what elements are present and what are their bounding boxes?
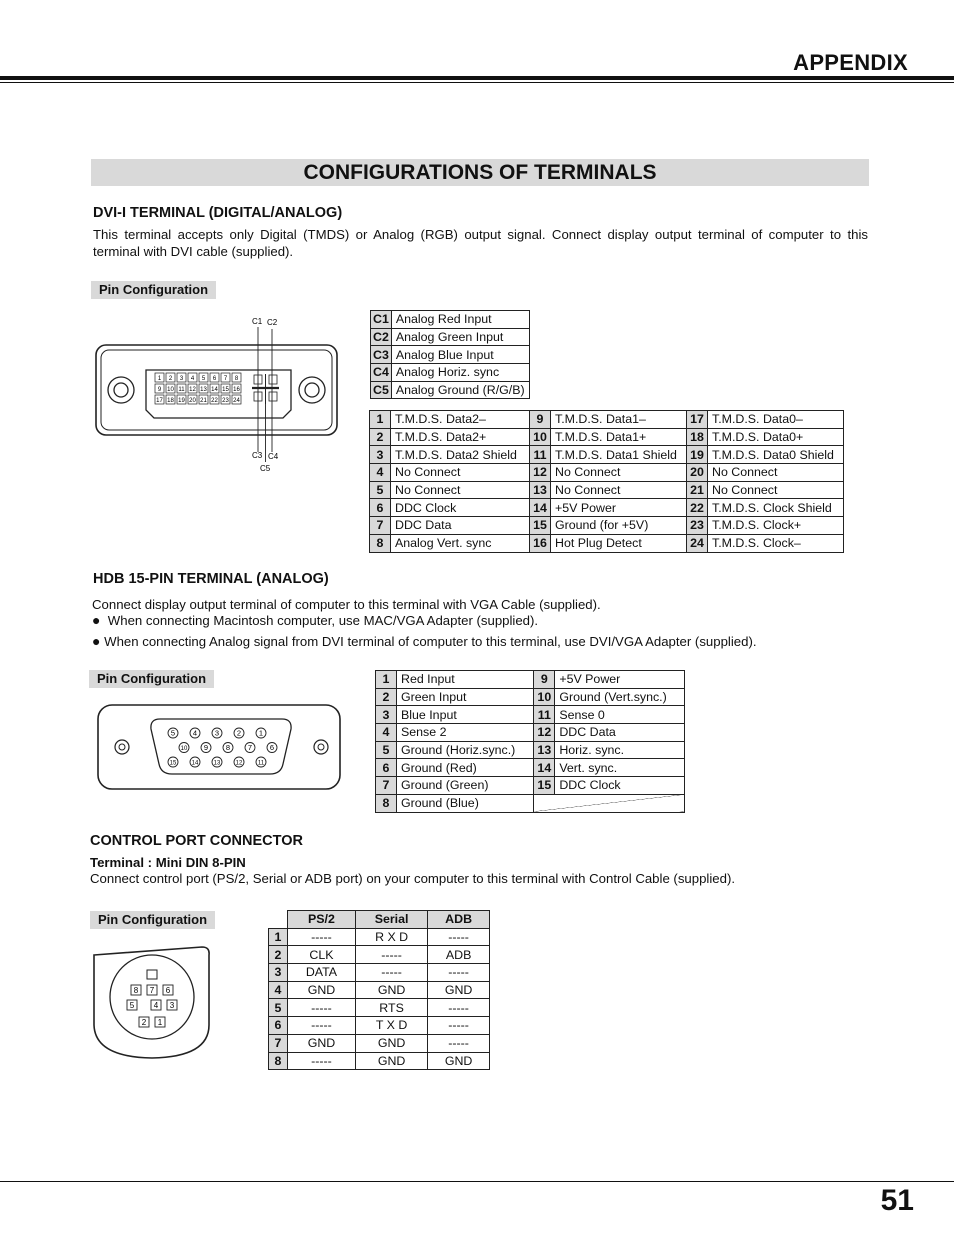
pin-signal: -----	[428, 1017, 490, 1035]
pin-signal: Ground (Green)	[397, 777, 534, 795]
pin-number: C2	[371, 328, 392, 346]
table-row	[376, 724, 685, 742]
dvi-pin-number: 6	[212, 376, 217, 382]
hdb-pin-number: 6	[269, 743, 275, 752]
mini-din-pin-number: 7	[149, 986, 155, 995]
hdb-connector-diagram	[96, 702, 346, 794]
mini-din-pin-number: 8	[133, 986, 139, 995]
pin-signal: Analog Blue Input	[391, 346, 529, 364]
control-pin-config-label: Pin Configuration	[90, 911, 215, 929]
hdb-pin-number: 3	[214, 728, 220, 738]
table-row	[370, 464, 844, 482]
hdb-pin-number: 7	[247, 743, 253, 752]
pin-number: 15	[534, 777, 555, 795]
table-row	[269, 1017, 490, 1035]
pin-signal: Green Input	[397, 688, 534, 706]
col-header-ps2: PS/2	[288, 911, 356, 929]
dvi-pin	[155, 384, 164, 393]
pin-number: 22	[687, 499, 708, 517]
dvi-connector-diagram	[94, 312, 344, 477]
header-rule	[0, 76, 954, 80]
hdb-bullet-2	[92, 633, 757, 650]
dvi-analog-pin-table	[370, 310, 530, 399]
pin-number: 15	[530, 517, 551, 535]
pin-number: 4	[370, 464, 391, 482]
hdb-pin-number: 4	[192, 728, 198, 738]
table-row	[376, 741, 685, 759]
pin-signal: T.M.D.S. Data2–	[391, 411, 530, 429]
hdb-shell-outer	[98, 705, 340, 789]
pin-signal: Blue Input	[397, 706, 534, 724]
table-row	[371, 311, 530, 329]
pin-signal: Hot Plug Detect	[551, 534, 687, 552]
dvi-pin	[210, 384, 219, 393]
table-row	[376, 671, 685, 689]
dvi-pin-number: 15	[222, 387, 229, 393]
pin-signal: Analog Ground (R/G/B)	[391, 381, 529, 399]
pin-signal: Ground (Blue)	[397, 794, 534, 812]
pin-signal: Sense 0	[555, 706, 685, 724]
pin-signal: -----	[355, 946, 427, 964]
page-number: 51	[880, 1184, 914, 1217]
pin-signal: No Connect	[391, 481, 530, 499]
dvi-label-c2: C2	[267, 318, 278, 327]
dvi-label-c4: C4	[268, 452, 279, 461]
pin-number: 24	[687, 534, 708, 552]
dvi-pin	[221, 384, 230, 393]
pin-signal: Red Input	[397, 671, 534, 689]
hdb-pin	[201, 743, 211, 753]
dvi-pin-number: 5	[201, 376, 206, 382]
pin-number: 3	[269, 964, 288, 982]
dvi-pin-number: 14	[211, 387, 218, 393]
pin-signal: Ground (Red)	[397, 759, 534, 777]
dvi-pin	[177, 395, 186, 404]
hdb-pin	[190, 728, 200, 738]
pin-number: 2	[269, 946, 288, 964]
table-row	[371, 381, 530, 399]
pin-signal: GND	[355, 1052, 427, 1070]
pin-number: C4	[371, 364, 392, 382]
pin-number: 11	[534, 706, 555, 724]
dvi-label-c5: C5	[260, 464, 271, 473]
pin-number: 5	[370, 481, 391, 499]
pin-signal: GND	[355, 981, 427, 999]
table-row	[370, 481, 844, 499]
hdb-pin	[256, 757, 266, 767]
mini-din-pin	[163, 985, 173, 995]
dvi-pin-number: 13	[200, 387, 207, 393]
hdb-pin	[245, 743, 255, 753]
pin-signal: Ground (Vert.sync.)	[555, 688, 685, 706]
pin-signal: Vert. sync.	[555, 759, 685, 777]
pin-signal: Horiz. sync.	[555, 741, 685, 759]
mini-din-socket	[110, 955, 194, 1039]
dvi-pin	[166, 395, 175, 404]
mini-din-key	[147, 970, 157, 979]
hdb-pin-number: 11	[257, 760, 265, 767]
table-row	[269, 1034, 490, 1052]
mini-din-pin	[147, 985, 157, 995]
pin-number: 3	[376, 706, 397, 724]
section-header: APPENDIX	[793, 50, 908, 75]
pin-number: C3	[371, 346, 392, 364]
dvi-pin-number: 8	[234, 376, 239, 382]
pin-number: 14	[534, 759, 555, 777]
pin-number: 13	[534, 741, 555, 759]
pin-signal: T.M.D.S. Data2+	[391, 428, 530, 446]
screw-hole-left	[115, 740, 129, 754]
pin-signal: Analog Red Input	[391, 311, 529, 329]
hdb-pin	[256, 728, 266, 738]
pin-number: 6	[376, 759, 397, 777]
dvi-pin-number: 9	[157, 387, 162, 393]
pin-signal: DATA	[288, 964, 356, 982]
pin-number: 5	[269, 999, 288, 1017]
pin-number: 7	[370, 517, 391, 535]
table-row	[376, 777, 685, 795]
dvi-pin-number: 24	[233, 398, 240, 404]
table-row	[371, 346, 530, 364]
table-row	[376, 706, 685, 724]
pin-signal: T.M.D.S. Data2 Shield	[391, 446, 530, 464]
pin-signal: Sense 2	[397, 724, 534, 742]
mini-din-shell	[94, 947, 209, 1058]
mini-din-pin-number: 5	[129, 1001, 135, 1010]
pin-signal: No Connect	[708, 481, 844, 499]
table-row	[269, 964, 490, 982]
dvi-pin	[221, 395, 230, 404]
pin-signal: T.M.D.S. Data1+	[551, 428, 687, 446]
pin-number: 8	[370, 534, 391, 552]
hdb-pin-number: 2	[236, 728, 242, 738]
mini-din-pin	[127, 1000, 137, 1010]
table-row	[370, 446, 844, 464]
pin-signal: Analog Horiz. sync	[391, 364, 529, 382]
dvi-pin	[177, 384, 186, 393]
hdb-pin-number: 15	[169, 760, 177, 767]
control-subheading: Terminal : Mini DIN 8-PIN	[90, 855, 246, 870]
pin-number: 13	[530, 481, 551, 499]
pin-signal: -----	[355, 964, 427, 982]
mini-din-pin-number: 2	[141, 1018, 147, 1027]
dvi-pin-number: 4	[190, 376, 195, 382]
dvi-label-c1: C1	[252, 317, 263, 326]
pin-number: 1	[376, 671, 397, 689]
pin-signal: -----	[428, 1034, 490, 1052]
dvi-pin-number: 7	[223, 376, 228, 382]
dvi-pin	[177, 373, 186, 382]
pin-signal: GND	[355, 1034, 427, 1052]
pin-number: 4	[376, 724, 397, 742]
pin-signal: DDC Data	[555, 724, 685, 742]
hdb-description: Connect display output terminal of computer to this terminal with VGA Cable (supplied).	[92, 597, 601, 612]
pin-signal: T.M.D.S. Data1–	[551, 411, 687, 429]
mini-din-pin-number: 4	[153, 1001, 159, 1010]
pin-signal: CLK	[288, 946, 356, 964]
hdb-pin	[223, 743, 233, 753]
pin-signal: GND	[288, 1034, 356, 1052]
mini-din-pin	[131, 985, 141, 995]
pin-signal: T.M.D.S. Data0 Shield	[708, 446, 844, 464]
mini-din-pin	[139, 1017, 149, 1027]
pin-signal: GND	[428, 981, 490, 999]
hdb-pin	[190, 757, 200, 767]
table-row	[370, 517, 844, 535]
pin-signal: R X D	[355, 928, 427, 946]
dvi-pin	[188, 395, 197, 404]
mini-din-pin-grid	[127, 985, 177, 1027]
pin-number: 17	[687, 411, 708, 429]
hdb-bullet-2-text: When connecting Analog signal from DVI terminal of computer to this terminal, use DVI/VGA Adapter (supplied).	[104, 634, 757, 649]
dvi-pin	[221, 373, 230, 382]
header-rule-thin	[0, 82, 954, 83]
pin-number: 8	[269, 1052, 288, 1070]
pin-number: 4	[269, 981, 288, 999]
hdb-bullet-1	[92, 612, 538, 629]
dvi-pin	[155, 395, 164, 404]
pin-number: 19	[687, 446, 708, 464]
table-row	[269, 928, 490, 946]
pin-signal: -----	[428, 999, 490, 1017]
footer-rule	[0, 1181, 954, 1182]
pin-number: 12	[534, 724, 555, 742]
hdb-pin	[168, 757, 178, 767]
dvi-pin	[188, 373, 197, 382]
pin-signal: -----	[288, 1052, 356, 1070]
pin-signal: T X D	[355, 1017, 427, 1035]
hdb-pin	[234, 728, 244, 738]
dvi-pin	[210, 373, 219, 382]
dvi-pin-number: 11	[178, 387, 185, 393]
hdb-pin	[179, 743, 189, 753]
pin-signal: -----	[288, 1017, 356, 1035]
pin-number: 10	[534, 688, 555, 706]
dvi-pin-number: 18	[167, 398, 174, 404]
table-row	[269, 946, 490, 964]
pin-number: 2	[376, 688, 397, 706]
dvi-pin-number: 19	[178, 398, 185, 404]
pin-signal: DDC Clock	[555, 777, 685, 795]
dvi-pin	[232, 395, 241, 404]
empty-cell	[534, 794, 685, 812]
mini-din-pin-number: 6	[165, 986, 171, 995]
table-corner	[269, 911, 288, 929]
table-row	[371, 328, 530, 346]
dvi-pin	[199, 395, 208, 404]
mini-din-pin-number: 1	[157, 1018, 163, 1027]
pin-signal: GND	[288, 981, 356, 999]
dvi-pin-config-label: Pin Configuration	[91, 281, 216, 299]
pin-number: C5	[371, 381, 392, 399]
mini-din-pin	[155, 1017, 165, 1027]
pin-number: C1	[371, 311, 392, 329]
pin-signal: Analog Green Input	[391, 328, 529, 346]
pin-number: 14	[530, 499, 551, 517]
dvi-analog-pins	[252, 374, 279, 404]
dvi-pin-number: 12	[189, 387, 196, 393]
screw-hole-right	[314, 740, 328, 754]
table-row	[370, 534, 844, 552]
dvi-pin	[232, 373, 241, 382]
table-row	[370, 411, 844, 429]
hdb-pin-number: 5	[170, 728, 176, 738]
pin-number: 16	[530, 534, 551, 552]
control-heading: CONTROL PORT CONNECTOR	[90, 833, 303, 849]
hdb-pin-config-label: Pin Configuration	[89, 670, 214, 688]
control-description: Connect control port (PS/2, Serial or ADB port) on your computer to this terminal with Control Cable (supplied).	[90, 871, 736, 886]
pin-signal: No Connect	[551, 464, 687, 482]
pin-signal: T.M.D.S. Clock+	[708, 517, 844, 535]
pin-signal: No Connect	[391, 464, 530, 482]
dvi-pin	[166, 373, 175, 382]
dvi-pin	[199, 373, 208, 382]
dvi-pin-number: 17	[156, 398, 163, 404]
pin-signal: No Connect	[708, 464, 844, 482]
pin-number: 18	[687, 428, 708, 446]
pin-signal: DDC Data	[391, 517, 530, 535]
pin-signal: Ground (Horiz.sync.)	[397, 741, 534, 759]
pin-signal: GND	[428, 1052, 490, 1070]
pin-signal: No Connect	[551, 481, 687, 499]
mini-din-pin	[151, 1000, 161, 1010]
dvi-pin	[166, 384, 175, 393]
pin-number: 1	[370, 411, 391, 429]
hdb-pin	[234, 757, 244, 767]
pin-number: 6	[370, 499, 391, 517]
pin-number: 2	[370, 428, 391, 446]
pin-number: 7	[269, 1034, 288, 1052]
table-row	[371, 364, 530, 382]
dvi-pin-number: 2	[168, 376, 173, 382]
table-row	[376, 794, 685, 812]
pin-signal: Analog Vert. sync	[391, 534, 530, 552]
pin-number: 21	[687, 481, 708, 499]
pin-signal: T.M.D.S. Data0+	[708, 428, 844, 446]
hdb-pin	[212, 757, 222, 767]
hdb-bullet-1-text: When connecting Macintosh computer, use MAC/VGA Adapter (supplied).	[107, 613, 539, 628]
pin-number: 23	[687, 517, 708, 535]
hdb-heading: HDB 15-PIN TERMINAL (ANALOG)	[93, 571, 329, 587]
hdb-pin-number: 10	[180, 746, 188, 752]
pin-signal: ADB	[428, 946, 490, 964]
page-title: CONFIGURATIONS OF TERMINALS	[91, 159, 869, 186]
dvi-pin	[188, 384, 197, 393]
pin-signal: T.M.D.S. Clock–	[708, 534, 844, 552]
screw-hole-left	[108, 377, 134, 403]
dvi-pin-number: 1	[157, 376, 162, 382]
hdb-pin-number: 13	[213, 760, 221, 767]
table-row	[370, 428, 844, 446]
dvi-heading: DVI-I TERMINAL (DIGITAL/ANALOG)	[93, 205, 343, 221]
table-row	[269, 1052, 490, 1070]
pin-signal: -----	[428, 964, 490, 982]
dvi-pin	[199, 384, 208, 393]
pin-number: 5	[376, 741, 397, 759]
pin-number: 20	[687, 464, 708, 482]
pin-signal: T.M.D.S. Data0–	[708, 411, 844, 429]
table-row	[370, 499, 844, 517]
hdb-pin-number: 9	[203, 743, 209, 752]
hdb-pin-table	[375, 670, 685, 813]
dvi-label-c3: C3	[252, 451, 263, 460]
hdb-pin-number: 12	[235, 760, 243, 767]
table-header-row	[269, 911, 490, 929]
pin-signal: -----	[288, 928, 356, 946]
hdb-pin-number: 1	[258, 728, 264, 738]
hdb-pin	[168, 728, 178, 738]
pin-number: 3	[370, 446, 391, 464]
pin-number: 6	[269, 1017, 288, 1035]
pin-signal: -----	[428, 928, 490, 946]
table-row	[269, 999, 490, 1017]
pin-number: 11	[530, 446, 551, 464]
dvi-pin-number: 20	[189, 398, 196, 404]
mini-din-pin	[167, 1000, 177, 1010]
dvi-pin-number: 10	[167, 387, 174, 393]
hdb-pin-grid	[168, 728, 277, 767]
dvi-pin-number: 16	[233, 387, 240, 393]
table-row	[269, 981, 490, 999]
hdb-pin	[267, 743, 277, 753]
dvi-pin	[210, 395, 219, 404]
control-pin-table	[268, 910, 490, 1070]
hdb-pin	[212, 728, 222, 738]
pin-number: 8	[376, 794, 397, 812]
pin-signal: -----	[288, 999, 356, 1017]
pin-signal: T.M.D.S. Data1 Shield	[551, 446, 687, 464]
table-row	[376, 759, 685, 777]
hdb-pin-number: 14	[191, 760, 199, 767]
pin-number: 7	[376, 777, 397, 795]
dvi-pin-grid	[155, 373, 241, 404]
bullet-icon: ●	[92, 612, 101, 628]
dvi-pin	[155, 373, 164, 382]
mini-din-pin-number: 3	[169, 1001, 175, 1010]
bullet-icon: ●	[92, 633, 101, 649]
pin-number: 9	[530, 411, 551, 429]
dvi-pin-number: 21	[200, 398, 207, 404]
dvi-pin-number: 22	[211, 398, 218, 404]
dvi-pin	[232, 384, 241, 393]
dvi-pin-number: 3	[179, 376, 184, 382]
pin-signal: +5V Power	[551, 499, 687, 517]
mini-din-connector-diagram	[90, 943, 215, 1063]
pin-signal: Ground (for +5V)	[551, 517, 687, 535]
dvi-pin-number: 23	[222, 398, 229, 404]
table-row	[376, 688, 685, 706]
pin-number: 10	[530, 428, 551, 446]
col-header-adb: ADB	[428, 911, 490, 929]
pin-number: 12	[530, 464, 551, 482]
pin-signal: DDC Clock	[391, 499, 530, 517]
hdb-pin-number: 8	[225, 743, 231, 752]
pin-signal: T.M.D.S. Clock Shield	[708, 499, 844, 517]
pin-number: 1	[269, 928, 288, 946]
col-header-serial: Serial	[355, 911, 427, 929]
pin-number: 9	[534, 671, 555, 689]
pin-signal: RTS	[355, 999, 427, 1017]
pin-signal: +5V Power	[555, 671, 685, 689]
dvi-description: This terminal accepts only Digital (TMDS) or Analog (RGB) output signal. Connect display output terminal of computer to this terminal with DVI cable (supplied).	[93, 227, 868, 259]
screw-hole-right	[299, 377, 325, 403]
dvi-digital-pin-table	[369, 410, 844, 553]
